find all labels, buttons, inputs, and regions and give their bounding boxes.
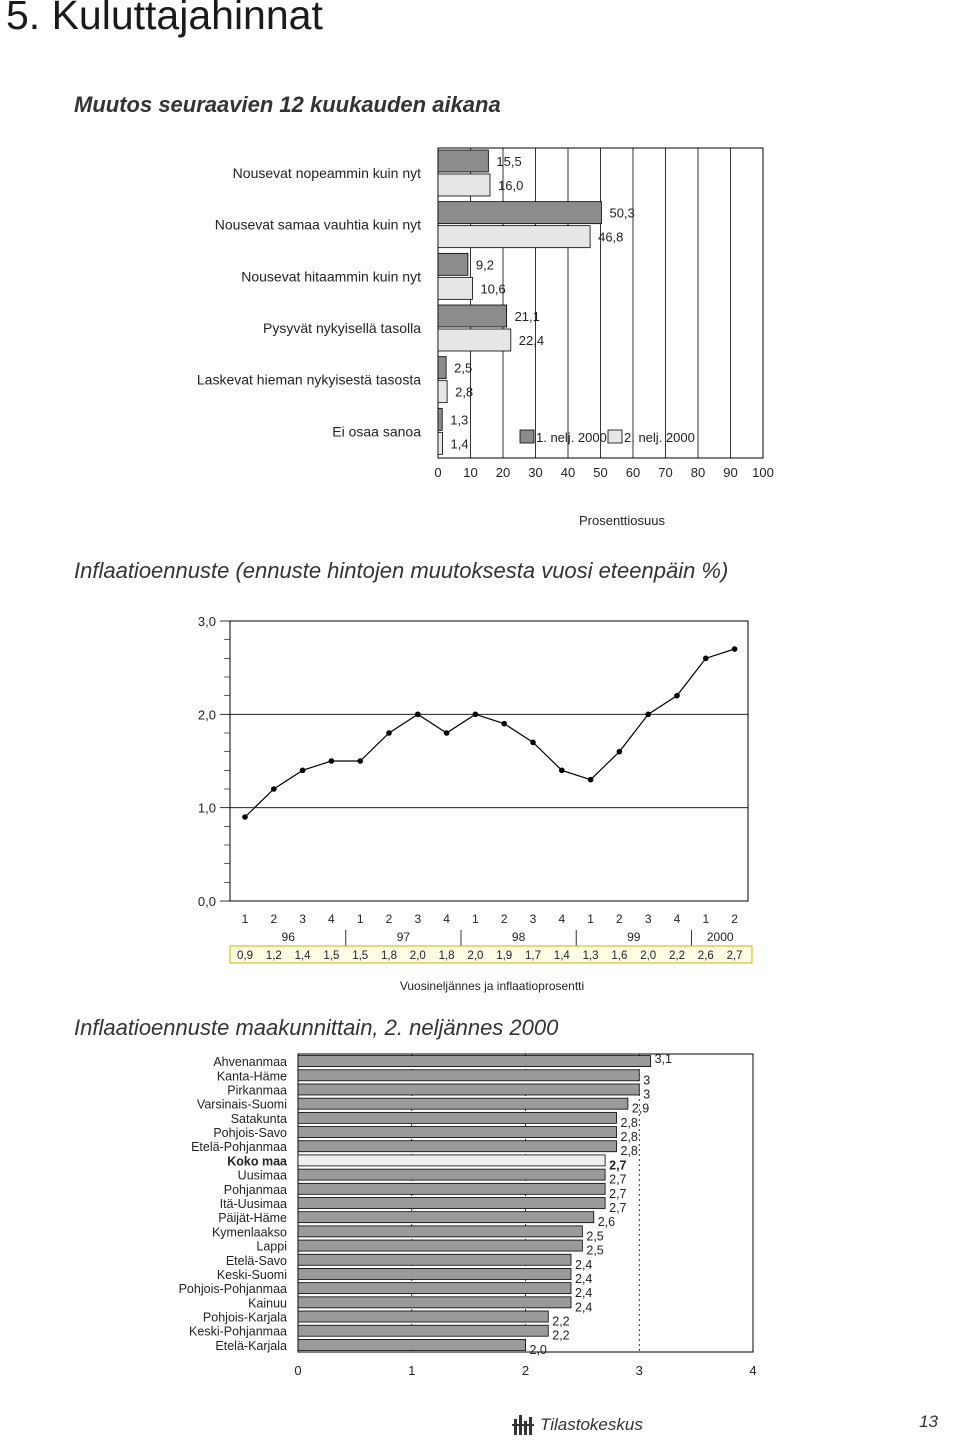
expectation-bar-chart bbox=[0, 140, 960, 535]
page-number: 13 bbox=[919, 1412, 938, 1431]
region-bar bbox=[298, 1098, 628, 1109]
region-label: Etelä-Pohjanmaa bbox=[191, 1140, 287, 1155]
region-value-label: 2,4 bbox=[575, 1257, 593, 1272]
value-row-label: 2,0 bbox=[640, 950, 657, 962]
bar bbox=[438, 381, 447, 403]
bar bbox=[438, 408, 442, 430]
value-row-label: 1,5 bbox=[352, 950, 369, 962]
region-value-label: 2,7 bbox=[609, 1186, 627, 1201]
region-label: Pohjois-Pohjanmaa bbox=[178, 1282, 287, 1297]
data-point bbox=[530, 740, 536, 746]
x-tick-label: 0 bbox=[294, 1363, 302, 1378]
region-label: Pohjois-Karjala bbox=[202, 1310, 287, 1325]
value-row-label: 0,9 bbox=[237, 950, 253, 962]
legend-label: 2. nelj. 2000 bbox=[624, 430, 695, 445]
quarter-label: 2 bbox=[385, 912, 393, 926]
year-label: 2000 bbox=[706, 930, 734, 944]
chart3-title: Inflaatioennuste maakunnittain, 2. neljännes 2000 bbox=[74, 1015, 559, 1040]
footer-logo-text: Tilastokeskus bbox=[540, 1415, 643, 1434]
x-tick-label: 90 bbox=[723, 465, 738, 480]
region-label: Kanta-Häme bbox=[216, 1069, 287, 1084]
quarter-label: 2 bbox=[731, 912, 738, 926]
region-label: Etelä-Savo bbox=[225, 1253, 287, 1268]
quarter-label: 1 bbox=[241, 912, 249, 926]
data-point bbox=[732, 646, 738, 652]
region-value-label: 2,7 bbox=[609, 1158, 627, 1173]
category-label: Laskevat hieman nykyisestä tasosta bbox=[196, 371, 421, 388]
region-bar bbox=[298, 1155, 605, 1166]
x-tick-label: 3 bbox=[635, 1363, 643, 1378]
x-tick-label: 30 bbox=[528, 465, 543, 480]
x-tick-label: 60 bbox=[625, 465, 641, 480]
region-bar bbox=[298, 1169, 605, 1180]
region-value-label: 2,5 bbox=[586, 1229, 604, 1244]
region-value-label: 2,4 bbox=[575, 1271, 593, 1286]
quarter-label: 2 bbox=[500, 912, 508, 926]
data-point bbox=[357, 758, 363, 764]
value-row-label: 1,2 bbox=[265, 950, 282, 962]
statistics-logo-icon bbox=[512, 1413, 534, 1437]
region-value-label: 2,8 bbox=[620, 1130, 638, 1145]
region-bar bbox=[298, 1056, 651, 1067]
page-title: 5. Kuluttajahinnat bbox=[6, 0, 323, 38]
year-label: 98 bbox=[511, 930, 526, 944]
bar-value-label: 10,6 bbox=[480, 281, 506, 297]
region-value-label: 2,7 bbox=[609, 1172, 627, 1187]
year-label: 99 bbox=[627, 930, 641, 944]
value-row-label: 1,4 bbox=[553, 950, 570, 962]
region-bar bbox=[298, 1268, 571, 1279]
region-label: Kymenlaakso bbox=[211, 1225, 287, 1240]
region-value-label: 3 bbox=[643, 1073, 651, 1088]
bar bbox=[438, 357, 446, 379]
region-label: Uusimaa bbox=[237, 1168, 287, 1183]
data-point bbox=[473, 712, 479, 718]
region-label: Satakunta bbox=[230, 1111, 287, 1126]
x-tick-label: 100 bbox=[752, 465, 774, 480]
region-value-label: 2,9 bbox=[631, 1101, 650, 1116]
region-label: Pohjois-Savo bbox=[213, 1126, 287, 1141]
bar bbox=[438, 432, 443, 454]
value-row-label: 1,3 bbox=[582, 950, 599, 962]
bar-value-label: 16,0 bbox=[498, 178, 524, 193]
data-point bbox=[386, 730, 392, 736]
region-label: Päijät-Häme bbox=[218, 1211, 287, 1226]
y-tick-label: 3,0 bbox=[197, 614, 216, 629]
data-point bbox=[501, 721, 507, 727]
region-bar bbox=[298, 1254, 571, 1265]
category-label: Nousevat nopeammin kuin nyt bbox=[232, 165, 421, 181]
region-bar bbox=[298, 1198, 605, 1209]
region-label: Koko maa bbox=[227, 1154, 287, 1169]
value-row-label: 1,4 bbox=[294, 950, 311, 962]
data-point bbox=[271, 786, 277, 792]
value-row-label: 2,7 bbox=[726, 950, 743, 962]
region-bar bbox=[298, 1283, 571, 1294]
region-value-label: 2,4 bbox=[575, 1286, 593, 1301]
region-bar bbox=[298, 1070, 639, 1081]
category-label: Ei osaa sanoa bbox=[332, 423, 421, 440]
year-label: 96 bbox=[281, 930, 295, 944]
region-value-label: 3 bbox=[643, 1087, 651, 1102]
bar-value-label: 21,1 bbox=[514, 309, 540, 324]
region-bar bbox=[298, 1141, 617, 1152]
quarter-label: 2 bbox=[270, 912, 278, 926]
bar bbox=[438, 253, 468, 275]
x-tick-label: 80 bbox=[690, 465, 706, 480]
bar bbox=[438, 202, 601, 224]
region-bar bbox=[298, 1240, 582, 1251]
region-value-label: 2,2 bbox=[552, 1328, 570, 1343]
value-row-label: 2,0 bbox=[409, 950, 426, 962]
quarter-label: 1 bbox=[472, 912, 479, 926]
region-label: Keski-Suomi bbox=[216, 1267, 287, 1282]
x-tick-label: 2 bbox=[521, 1363, 530, 1378]
value-row-label: 1,7 bbox=[525, 950, 541, 962]
region-value-label: 2,0 bbox=[529, 1342, 547, 1357]
y-tick-label: 1,0 bbox=[197, 800, 216, 816]
x-tick-label: 10 bbox=[463, 465, 478, 480]
data-point bbox=[415, 712, 421, 718]
quarter-label: 2 bbox=[616, 912, 623, 926]
region-value-label: 2,5 bbox=[586, 1243, 604, 1258]
y-tick-label: 0,0 bbox=[197, 894, 216, 909]
region-bar bbox=[298, 1212, 594, 1223]
region-label: Pirkanmaa bbox=[227, 1083, 287, 1098]
data-point bbox=[559, 768, 565, 774]
region-bar bbox=[298, 1297, 571, 1308]
value-row-label: 1,8 bbox=[438, 950, 455, 962]
x-tick-label: 40 bbox=[560, 465, 576, 480]
region-label: Kainuu bbox=[248, 1296, 287, 1311]
quarter-label: 1 bbox=[587, 912, 594, 926]
region-value-label: 2,4 bbox=[575, 1300, 593, 1315]
x-tick-label: 1 bbox=[408, 1363, 416, 1378]
data-point bbox=[674, 693, 680, 699]
bar bbox=[438, 329, 511, 351]
quarter-label: 3 bbox=[299, 912, 306, 926]
x-axis-label: Vuosineljännes ja inflaatioprosentti bbox=[399, 979, 585, 993]
region-value-label: 2,6 bbox=[597, 1215, 616, 1230]
data-point bbox=[703, 656, 709, 662]
x-tick-label: 70 bbox=[658, 465, 673, 480]
bar-value-label: 1,4 bbox=[450, 436, 469, 452]
x-tick-label: 50 bbox=[593, 465, 608, 480]
region-value-label: 3,1 bbox=[654, 1052, 673, 1067]
quarter-label: 1 bbox=[702, 912, 710, 926]
bar bbox=[438, 305, 507, 327]
region-value-label: 2,2 bbox=[552, 1314, 570, 1329]
value-row-label: 2,0 bbox=[467, 950, 484, 962]
quarter-label: 3 bbox=[414, 912, 422, 926]
region-bar bbox=[298, 1311, 548, 1322]
bar bbox=[438, 174, 490, 196]
value-row-label: 2,2 bbox=[669, 950, 685, 962]
bar-value-label: 2,8 bbox=[455, 384, 474, 400]
bar-value-label: 9,2 bbox=[475, 257, 494, 273]
bar-value-label: 22,4 bbox=[518, 333, 545, 348]
legend-swatch bbox=[520, 430, 534, 443]
quarter-label: 4 bbox=[673, 912, 681, 926]
legend-label: 1. nelj. 2000 bbox=[536, 430, 607, 445]
bar-value-label: 1,3 bbox=[450, 412, 469, 428]
plot-frame bbox=[230, 621, 748, 901]
bar-value-label: 46,8 bbox=[598, 229, 624, 245]
value-row-label: 1,8 bbox=[381, 950, 397, 962]
regional-bar-chart bbox=[0, 1048, 960, 1388]
y-tick-label: 2,0 bbox=[197, 707, 216, 723]
bar bbox=[438, 226, 590, 248]
quarter-label: 1 bbox=[356, 912, 364, 926]
quarter-label: 4 bbox=[443, 912, 450, 926]
region-bar bbox=[298, 1325, 548, 1336]
value-row-label: 1,9 bbox=[496, 950, 513, 962]
region-label: Ahvenanmaa bbox=[213, 1055, 287, 1070]
bar-value-label: 2,5 bbox=[454, 360, 473, 376]
region-bar bbox=[298, 1226, 582, 1237]
category-label: Pysyvät nykyisellä tasolla bbox=[263, 320, 421, 336]
region-label: Pohjanmaa bbox=[223, 1182, 287, 1197]
legend-swatch bbox=[608, 430, 622, 443]
region-label: Etelä-Karjala bbox=[215, 1338, 287, 1353]
quarter-label: 4 bbox=[558, 912, 566, 926]
inflation-line-chart bbox=[0, 605, 960, 995]
region-label: Itä-Uusimaa bbox=[219, 1197, 287, 1211]
quarter-label: 4 bbox=[328, 912, 335, 926]
value-row-label: 2,6 bbox=[697, 950, 714, 962]
category-label: Nousevat hitaammin kuin nyt bbox=[241, 268, 421, 285]
category-label: Nousevat samaa vauhtia kuin nyt bbox=[214, 216, 421, 233]
x-tick-label: 4 bbox=[749, 1363, 757, 1378]
data-point bbox=[588, 777, 594, 783]
x-axis-label: Prosenttiosuus bbox=[579, 513, 665, 528]
bar bbox=[438, 277, 472, 299]
quarter-label: 3 bbox=[644, 912, 652, 926]
region-bar bbox=[298, 1183, 605, 1194]
region-bar bbox=[298, 1084, 639, 1095]
data-point bbox=[329, 758, 335, 764]
bar-value-label: 15,5 bbox=[496, 154, 522, 169]
chart2-title: Inflaatioennuste (ennuste hintojen muutoksesta vuosi eteenpäin %) bbox=[74, 558, 729, 583]
region-label: Lappi bbox=[256, 1239, 287, 1254]
region-value-label: 2,8 bbox=[620, 1115, 638, 1130]
quarter-label: 3 bbox=[529, 912, 537, 926]
x-tick-label: 0 bbox=[434, 465, 442, 480]
value-row-label: 1,6 bbox=[611, 950, 628, 962]
region-bar bbox=[298, 1339, 526, 1350]
x-tick-label: 20 bbox=[495, 465, 511, 480]
region-value-label: 2,7 bbox=[609, 1201, 627, 1215]
data-point bbox=[645, 712, 651, 718]
chart1-title: Muutos seuraavien 12 kuukauden aikana bbox=[74, 92, 501, 117]
footer-logo bbox=[512, 1413, 643, 1437]
data-point bbox=[617, 749, 623, 755]
data-point bbox=[444, 730, 450, 736]
region-bar bbox=[298, 1127, 617, 1138]
region-label: Keski-Pohjanmaa bbox=[189, 1324, 287, 1339]
bar-value-label: 50,3 bbox=[609, 205, 635, 221]
year-label: 97 bbox=[396, 930, 411, 944]
data-point bbox=[300, 768, 306, 774]
region-bar bbox=[298, 1112, 617, 1123]
value-row-label: 1,5 bbox=[323, 950, 340, 962]
bar bbox=[438, 150, 488, 172]
region-label: Varsinais-Suomi bbox=[196, 1097, 287, 1112]
data-point bbox=[242, 814, 248, 820]
region-value-label: 2,8 bbox=[620, 1144, 638, 1159]
